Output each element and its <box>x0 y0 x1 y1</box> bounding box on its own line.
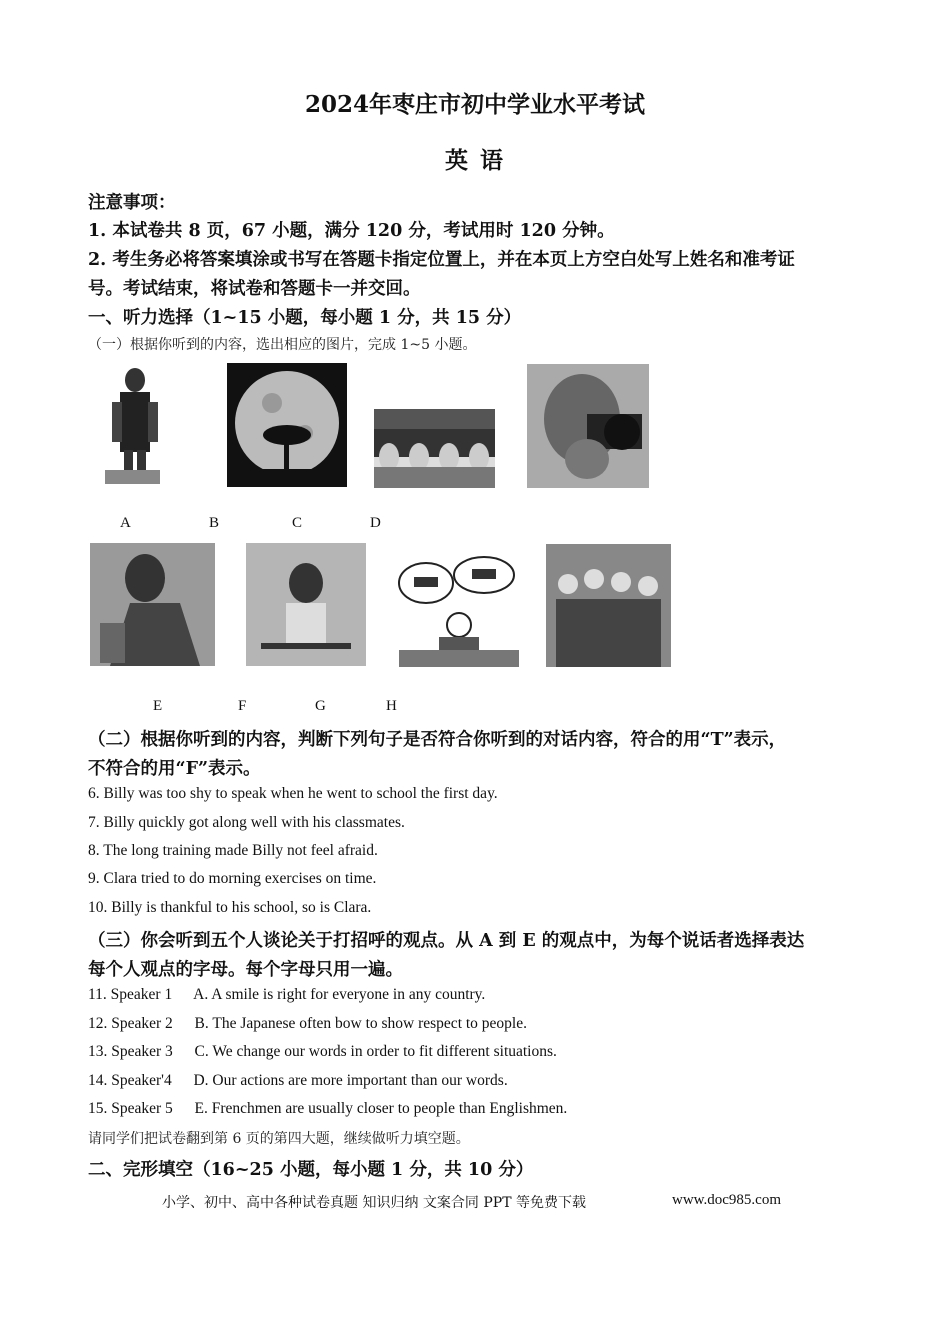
picture-letter-c: C <box>292 515 303 531</box>
speaker-row <box>88 1072 508 1090</box>
picture-d-photographer <box>527 364 649 488</box>
part-1-instruction: （一）根据你听到的内容，选出相应的图片，完成 1~5 小题。 <box>88 337 477 353</box>
speaker-label: 11. Speaker 1 <box>88 986 173 1003</box>
picture-b-moon <box>227 363 347 487</box>
notice-item-1: 1. 本试卷共 8 页，67 小题，满分 120 分，考试用时 120 分钟。 <box>88 221 615 241</box>
speaker-option: D. Our actions are more important than our words. <box>193 1072 508 1089</box>
picture-letter-b: B <box>209 515 220 531</box>
speaker-label: 15. Speaker 5 <box>88 1100 173 1117</box>
part-2-instruction-line-1: （二）根据你听到的内容，判断下列句子是否符合你听到的对话内容，符合的用“T”表示， <box>88 730 787 750</box>
picture-h-family <box>546 544 671 667</box>
speaker-option: E. Frenchmen are usually closer to people than Englishmen. <box>194 1100 568 1117</box>
picture-letter-d: D <box>370 515 381 531</box>
statement-6: 6. Billy was too shy to speak when he went to school the first day. <box>88 785 498 802</box>
section-2-title: 二、完形填空（16~25 小题，每小题 1 分，共 10 分） <box>88 1160 534 1180</box>
picture-letter-e: E <box>153 698 163 714</box>
part-3-instruction-line-1: （三）你会听到五个人谈论关于打招呼的观点。从 A 到 E 的观点中，为每个说话者选择表达 <box>88 931 805 951</box>
statement-10: 10. Billy is thankful to his school, so is Clara. <box>88 899 372 916</box>
footer-text: 小学、初中、高中各种试卷真题 知识归纳 文案合同 PPT 等免费下载 <box>162 1195 586 1211</box>
picture-letter-h: H <box>386 698 397 714</box>
picture-letter-a: A <box>120 515 131 531</box>
exam-title: 2024年枣庄市初中学业水平考试 <box>304 91 645 118</box>
subject-title: 英 语 <box>444 147 505 174</box>
turn-page-note: 请同学们把试卷翻到第 6 页的第四大题，继续做听力填空题。 <box>88 1131 470 1147</box>
statement-7: 7. Billy quickly got along well with his classmates. <box>88 814 405 831</box>
part-2-instruction-line-2: 不符合的用“F”表示。 <box>88 759 261 779</box>
picture-letter-f: F <box>238 698 247 714</box>
notice-item-2-line-1: 2. 考生务必将答案填涂或书写在答题卡指定位置上，并在本页上方空白处写上姓名和准考证 <box>88 250 795 270</box>
section-1-title: 一、听力选择（1~15 小题，每小题 1 分，共 15 分） <box>88 308 522 328</box>
picture-g-cartoon-thinking <box>394 555 524 667</box>
speaker-row <box>88 1100 567 1118</box>
picture-a-person-standing <box>100 362 170 487</box>
speaker-label: 14. Speaker'4 <box>88 1072 172 1089</box>
part-3-instruction-line-2: 每个人观点的字母。每个字母只用一遍。 <box>88 960 403 980</box>
speaker-label: 12. Speaker 2 <box>88 1015 173 1032</box>
speaker-row <box>88 1043 557 1061</box>
notice-item-2-line-2: 号。考试结束，将试卷和答题卡一并交回。 <box>88 279 421 299</box>
speaker-option: C. We change our words in order to fit different situations. <box>194 1043 557 1060</box>
speaker-label: 13. Speaker 3 <box>88 1043 173 1060</box>
speaker-row <box>88 1015 527 1033</box>
speaker-row <box>88 986 485 1004</box>
speaker-option: B. The Japanese often bow to show respect to people. <box>194 1015 527 1032</box>
picture-e-woman <box>90 543 215 666</box>
notice-heading: 注意事项： <box>88 193 176 213</box>
statement-8: 8. The long training made Billy not feel afraid. <box>88 842 378 859</box>
picture-f-cyclist <box>246 543 366 666</box>
picture-c-bridge <box>374 409 495 488</box>
statement-9: 9. Clara tried to do morning exercises on time. <box>88 870 377 887</box>
footer-url[interactable]: www.doc985.com <box>672 1192 782 1208</box>
speaker-option: A. A smile is right for everyone in any country. <box>193 986 486 1003</box>
picture-letter-g: G <box>315 698 326 714</box>
